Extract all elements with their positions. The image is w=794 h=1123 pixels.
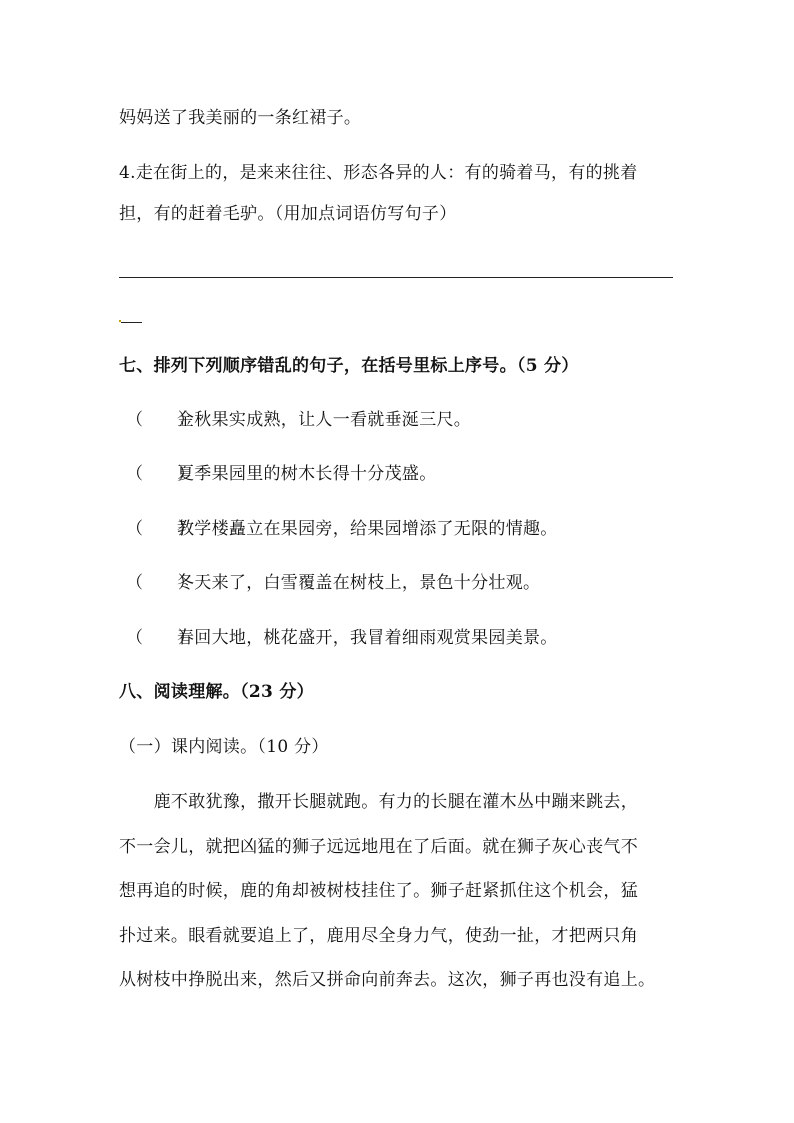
- order-item-text: 夏季果园里的树木长得十分茂盛。: [177, 464, 437, 484]
- question-4-line-2: 担，有的赶着毛驴。（用加点词语仿写句子）: [119, 204, 457, 224]
- order-blank[interactable]: （ ）: [126, 628, 196, 648]
- passage-line: 想再追的时候，鹿的角却被树枝挂住了。狮子赶紧抓住这个机会，猛: [119, 881, 638, 901]
- answer-underline[interactable]: [119, 277, 673, 278]
- passage-line: 不一会儿，就把凶猛的狮子远远地甩在了后面。就在狮子灰心丧气不: [119, 837, 638, 857]
- order-blank[interactable]: （ ）: [126, 410, 196, 430]
- question-4-line-1: 4.走在街上的，是来来往往、形态各异的人：有的骑着马，有的挑着: [119, 163, 638, 183]
- order-blank[interactable]: （ ）: [126, 519, 196, 539]
- order-blank[interactable]: （ ）: [126, 573, 196, 593]
- order-item-text: 教学楼矗立在果园旁，给果园增添了无限的情趣。: [177, 519, 558, 539]
- order-item-text: 金秋果实成熟，让人一看就垂涎三尺。: [177, 410, 472, 430]
- passage-line: 从树枝中挣脱出来，然后又拼命向前奔去。这次，狮子再也没有追上。: [119, 970, 656, 990]
- subsection-heading: （一）课内阅读。（10 分）: [119, 737, 329, 757]
- answer-underline-short[interactable]: [121, 322, 142, 323]
- order-item-text: 春回大地，桃花盛开，我冒着细雨观赏果园美景。: [177, 628, 558, 648]
- order-item-text: 冬天来了，白雪覆盖在树枝上，景色十分壮观。: [177, 573, 541, 593]
- passage-line: 鹿不敢犹豫，撒开长腿就跑。有力的长腿在灌木丛中蹦来跳去，: [119, 792, 638, 812]
- order-blank[interactable]: （ ）: [126, 464, 196, 484]
- section-7-heading: 七、排列下列顺序错乱的句子，在括号里标上序号。（5 分）: [119, 356, 579, 376]
- section-8-heading: 八、阅读理解。（23 分）: [119, 682, 314, 702]
- passage-line: 扑过来。眼看就要追上了，鹿用尽全身力气，使劲一扯，才把两只角: [119, 926, 638, 946]
- sentence-line: 妈妈送了我美丽的一条红裙子。: [119, 108, 362, 128]
